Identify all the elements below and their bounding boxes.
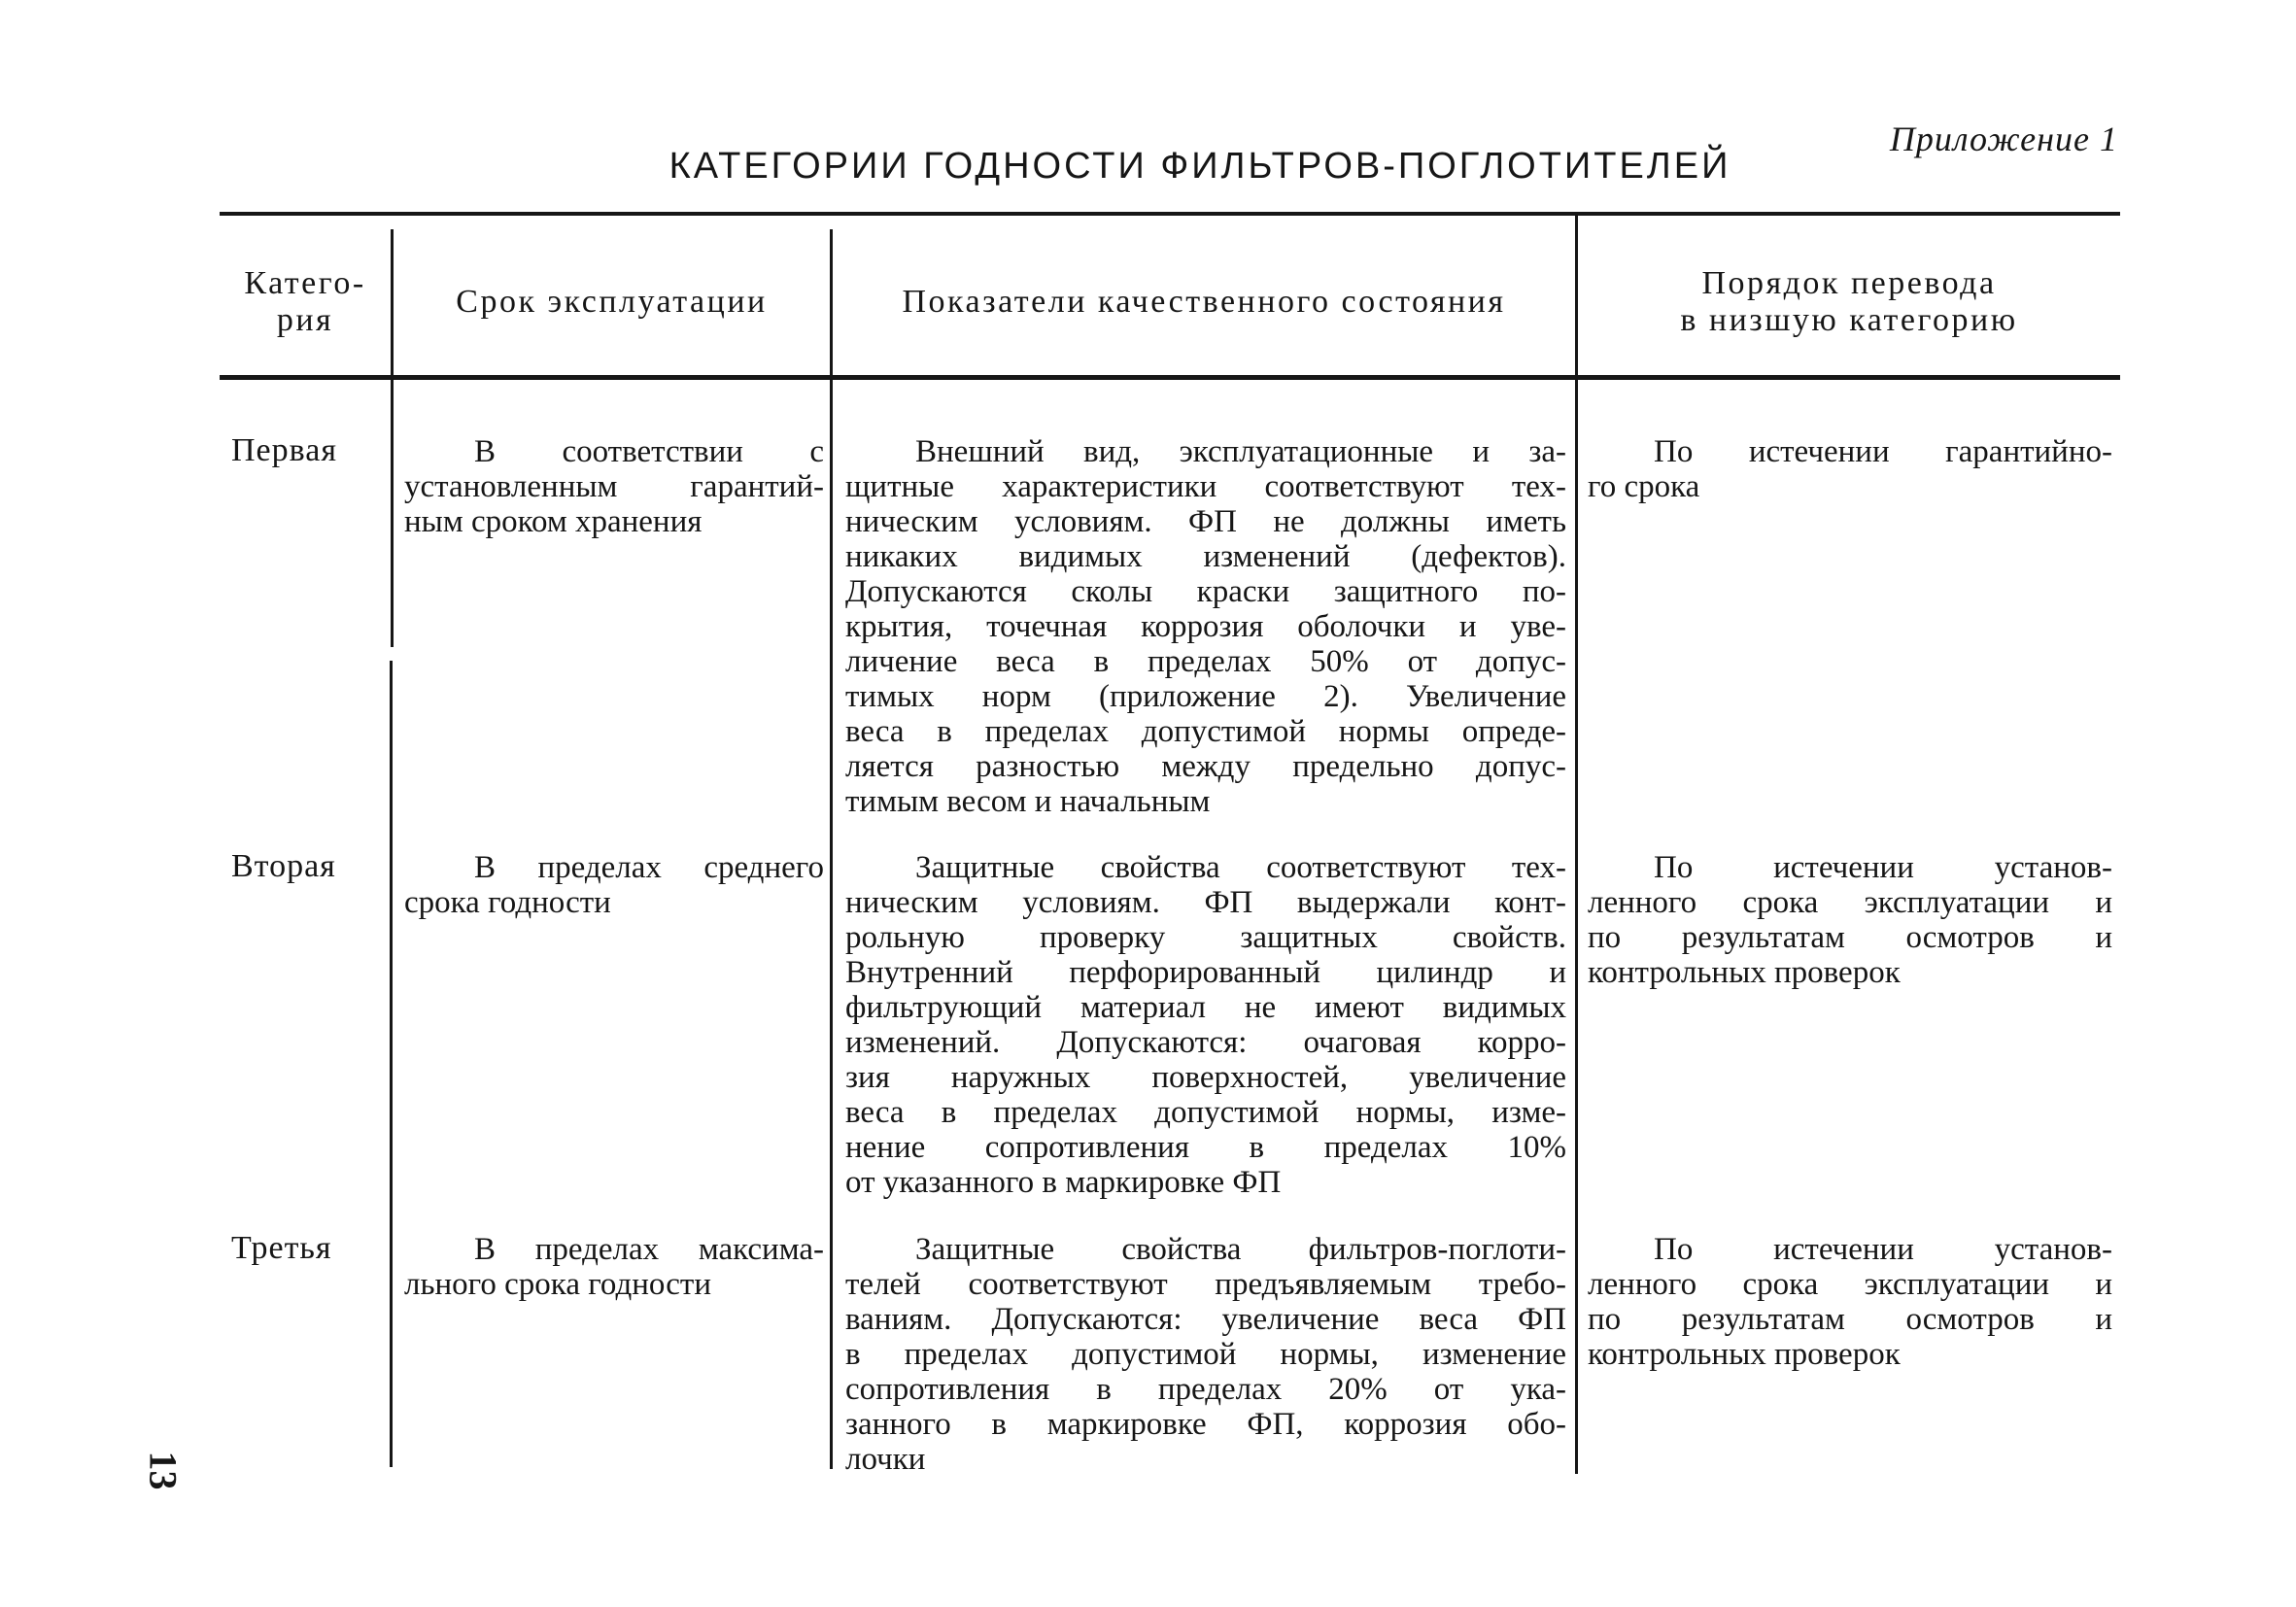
row-2-indicators-line: изменений. Допускаются: очаговая корро- [845,1025,1566,1060]
appendix-label: Приложение 1 [1889,120,2118,158]
row-3-term-line: льного срока годности [404,1267,711,1302]
row-2-term-line: В пределах среднего [474,850,824,885]
row-3-transfer [1588,1232,2112,1372]
row-3-transfer-line: По истечении установ- [1654,1232,2112,1267]
row-2-indicators-line: зия наружных поверхностей, увеличение [845,1060,1566,1095]
row-3-term-line: В пределах максима- [474,1232,824,1267]
row-3-transfer-line: ленного срока эксплуатации и [1588,1267,2112,1302]
row-1-term-line: установленным гарантий- [404,469,824,504]
row-1-indicators-line: крытия, точечная коррозия оболочки и уве- [845,609,1566,644]
row-2-indicators-line: нение сопротивления в пределах 10% [845,1130,1566,1165]
row-2-indicators-line: от указанного в маркировке ФП [845,1165,1282,1200]
row-2-indicators-line: Защитные свойства соответствуют тех- [915,850,1566,885]
row-2-transfer-line: по результатам осмотров и [1588,920,2112,955]
row-1-indicators-line: никаких видимых изменений (дефектов). [845,539,1566,574]
row-1-transfer [1588,434,2112,504]
header-transfer-line-2: в низшую категорию [1680,302,2018,338]
row-3-indicators-line: занного в маркировке ФП, коррозия обо- [845,1407,1566,1442]
row-2-transfer-line: контрольных проверок [1588,955,1901,990]
row-1-indicators-line: веса в пределах допустимой нормы опреде- [845,714,1566,749]
row-1-category: Первая [231,432,337,468]
row-2-indicators-line: рольную проверку защитных свойств. [845,920,1566,955]
row-1-transfer-line: го срока [1588,469,1700,504]
row-1-indicators-line: ническим условиям. ФП не должны иметь [845,504,1566,539]
row-3-indicators-line: Защитные свойства фильтров-поглоти- [915,1232,1566,1267]
header-term-label: Срок эксплуатации [456,284,768,320]
row-1-indicators-line: Внешний вид, эксплуатационные и за- [915,434,1566,469]
header-indicators-label: Показатели качественного состояния [902,284,1506,320]
row-2-indicators-line: Внутренний перфорированный цилиндр и [845,955,1566,990]
header-bottom-rule [220,375,2120,380]
row-2-indicators-line: фильтрующий материал не имеют видимых [845,990,1566,1025]
header-category [220,229,391,375]
row-3-transfer-line: по результатам осмотров и [1588,1302,2112,1337]
column-divider-2 [830,229,833,1469]
row-2-indicators-line: веса в пределах допустимой нормы, изме- [845,1095,1566,1130]
row-2-term [404,850,824,920]
row-1-indicators [845,434,1566,819]
row-3-term [404,1232,824,1302]
row-1-indicators-line: щитные характеристики соответствуют тех- [845,469,1566,504]
row-1-transfer-line: По истечении гарантийно- [1654,434,2112,469]
row-3-indicators-line: лочки [845,1442,926,1477]
header-indicators [833,229,1575,375]
column-divider-1b [390,661,393,1467]
row-1-term-line: ным сроком хранения [404,504,703,539]
header-transfer-line-1: Порядок перевода [1701,265,1997,301]
page-number: 13 [141,1451,186,1490]
row-2-transfer [1588,850,2112,990]
header-term [394,229,830,375]
row-2-transfer-line: ленного срока эксплуатации и [1588,885,2112,920]
row-2-indicators [845,850,1566,1200]
row-1-indicators-line: личение веса в пределах 50% от допус- [845,644,1566,679]
row-2-term-line: срока годности [404,885,611,920]
row-1-indicators-line: ляется разностью между предельно допус- [845,749,1566,784]
row-3-category: Третья [231,1230,332,1266]
header-transfer [1578,229,2120,375]
row-1-indicators-line: тимым весом и начальным [845,784,1211,819]
row-1-term-line: В соответствии с [474,434,824,469]
row-3-indicators-line: телей соответствуют предъявляемым требо- [845,1267,1566,1302]
row-3-indicators [845,1232,1566,1477]
row-3-transfer-line: контрольных проверок [1588,1337,1901,1372]
row-1-indicators-line: Допускаются сколы краски защитного по- [845,574,1566,609]
row-1-term [404,434,824,539]
row-3-indicators-line: сопротивления в пределах 20% от ука- [845,1372,1566,1407]
header-category-line-1: Катего- [244,265,366,301]
row-2-category: Вторая [231,848,336,884]
row-3-indicators-line: в пределах допустимой нормы, изменение [845,1337,1566,1372]
column-divider-3 [1575,216,1578,1474]
row-3-indicators-line: ваниям. Допускаются: увеличение веса ФП [845,1302,1566,1337]
row-1-indicators-line: тимых норм (приложение 2). Увеличение [845,679,1566,714]
header-category-line-2: рия [276,302,334,338]
row-2-transfer-line: По истечении установ- [1654,850,2112,885]
table-top-rule [220,212,2120,216]
row-2-indicators-line: ническим условиям. ФП выдержали конт- [845,885,1566,920]
page-title: КАТЕГОРИИ ГОДНОСТИ ФИЛЬТРОВ-ПОГЛОТИТЕЛЕЙ [668,146,1731,187]
